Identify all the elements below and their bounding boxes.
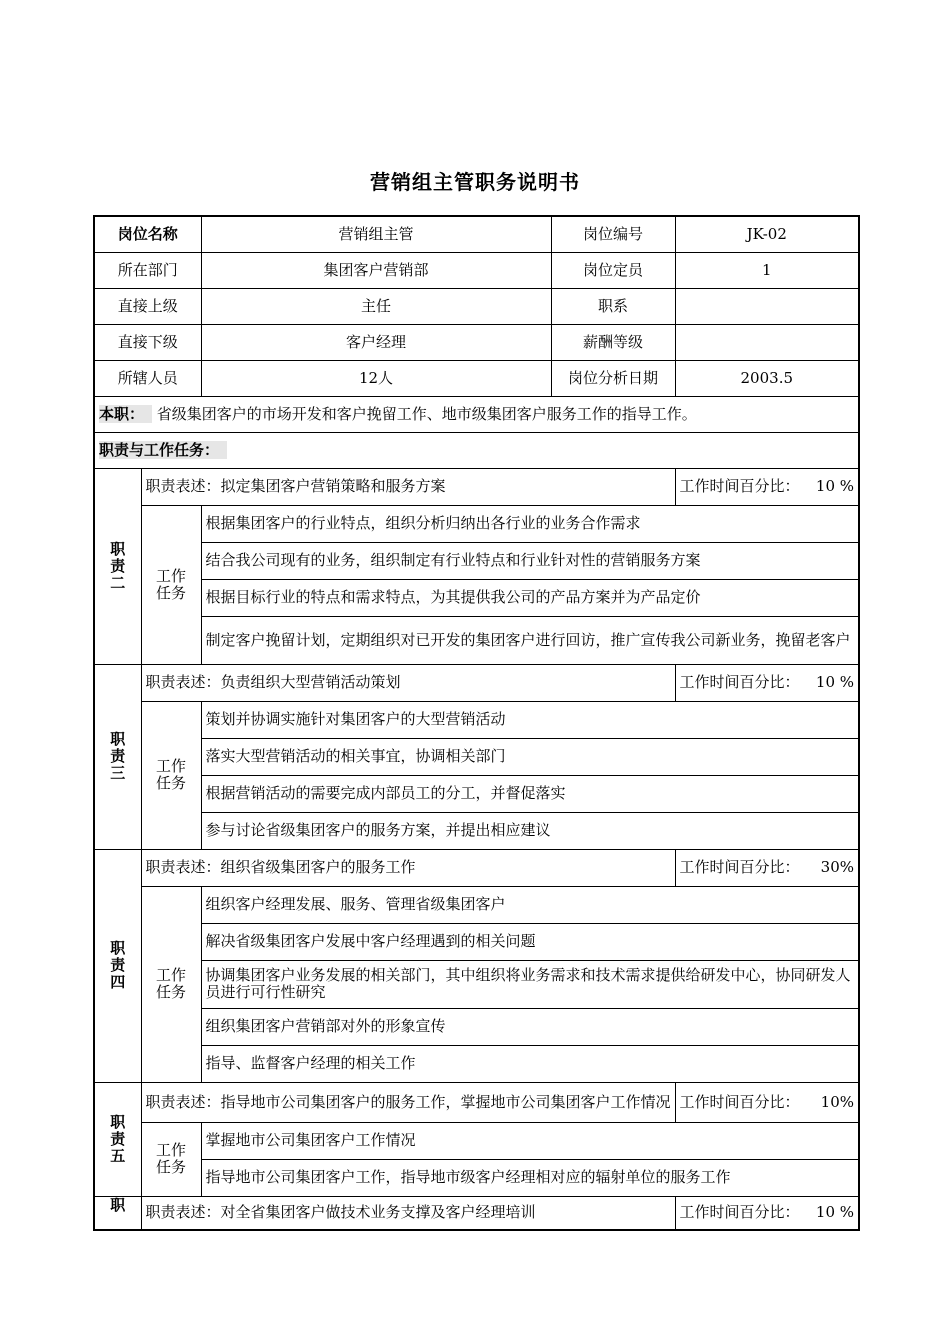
task-item: 落实大型营销活动的相关事宜，协调相关部门: [201, 738, 859, 775]
summary-cell: [94, 396, 859, 432]
info-row: [94, 324, 859, 360]
task-item: 根据营销活动的需要完成内部员工的分工，并督促落实: [201, 775, 859, 812]
info-value: 集团客户营销部: [201, 252, 551, 288]
task-item: 掌握地市公司集团客户工作情况: [201, 1122, 859, 1159]
duty-desc-row: [94, 1082, 859, 1122]
task-row: [94, 579, 859, 616]
duty-desc-row: [94, 849, 859, 886]
time-percentage-label: 工作时间百分比：: [679, 1092, 800, 1111]
duty-description: 职责表述：指导地市公司集团客户的服务工作，掌握地市公司集团客户工作情况: [141, 1082, 675, 1122]
info-label: 岗位编号: [551, 216, 675, 252]
info-label: 薪酬等级: [551, 324, 675, 360]
task-label: [141, 505, 201, 664]
task-label: [141, 1122, 201, 1196]
duty-label-char: 四: [110, 973, 126, 991]
time-percentage-value: 10 %: [815, 1203, 855, 1222]
task-label-line: 任务: [156, 983, 187, 1001]
task-row: [94, 738, 859, 775]
info-value: [675, 324, 859, 360]
time-percentage-label: 工作时间百分比：: [679, 1203, 800, 1222]
info-row: [94, 360, 859, 396]
info-value: [675, 288, 859, 324]
duty-description: 职责表述：对全省集团客户做技术业务支撑及客户经理培训: [141, 1196, 675, 1230]
duty-label-char: 责: [110, 956, 126, 974]
duty-label-char: 职: [110, 939, 126, 957]
task-label-line: 任务: [156, 583, 187, 602]
task-row: [94, 505, 859, 542]
time-percentage-value: 10 %: [815, 477, 855, 495]
task-label-line: 工作: [156, 757, 187, 775]
duties-header-cell: [94, 432, 859, 468]
duty-label: [94, 1196, 141, 1230]
task-row: [94, 886, 859, 923]
task-row: [94, 1122, 859, 1159]
task-item: 组织客户经理发展、服务、管理省级集团客户: [201, 886, 859, 923]
duty-label: [94, 664, 141, 849]
info-label: 岗位定员: [551, 252, 675, 288]
time-percentage-value: 30%: [820, 858, 855, 876]
job-description-table: [93, 215, 860, 1231]
summary-label: 本职：: [99, 405, 152, 423]
duty-label-char: 职: [110, 1112, 126, 1131]
duty-description: 职责表述：负责组织大型营销活动策划: [141, 664, 675, 701]
duty-label-char: 三: [110, 764, 126, 782]
task-item: 协调集团客户业务发展的相关部门，其中组织将业务需求和技术需求提供给研发中心，协同研发人员进行可行性研究: [201, 960, 859, 1008]
duty-label-char: 职: [110, 1196, 126, 1214]
task-item: 参与讨论省级集团客户的服务方案，并提出相应建议: [201, 812, 859, 849]
task-row: [94, 775, 859, 812]
time-percentage-label: 工作时间百分比：: [679, 858, 800, 876]
task-row: [94, 1008, 859, 1045]
info-label: 所在部门: [94, 252, 201, 288]
task-item: 根据集团客户的行业特点，组织分析归纳出各行业的业务合作需求: [201, 505, 859, 542]
task-row: [94, 616, 859, 664]
time-percentage-label: 工作时间百分比：: [679, 673, 800, 691]
time-percentage: [675, 849, 859, 886]
task-label: [141, 886, 201, 1082]
duty-label: [94, 849, 141, 1082]
task-label-line: 工作: [156, 566, 187, 585]
info-label: 岗位分析日期: [551, 360, 675, 396]
info-label: 所辖人员: [94, 360, 201, 396]
time-percentage-value: 10 %: [815, 673, 855, 691]
task-item: 指导、监督客户经理的相关工作: [201, 1045, 859, 1082]
task-row: [94, 1045, 859, 1082]
task-label: [141, 701, 201, 849]
duty-label-char: 责: [110, 1129, 126, 1148]
task-item: 制定客户挽留计划，定期组织对已开发的集团客户进行回访，推广宣传我公司新业务，挽留老客户: [201, 616, 859, 664]
task-row: [94, 542, 859, 579]
summary-text: 省级集团客户的市场开发和客户挽留工作、地市级集团客户服务工作的指导工作。: [156, 404, 697, 423]
duty-desc-row: [94, 1196, 859, 1230]
duty-label: [94, 468, 141, 664]
info-value: JK-02: [675, 216, 859, 252]
task-item: 组织集团客户营销部对外的形象宣传: [201, 1008, 859, 1045]
duty-label-char: 责: [110, 556, 126, 575]
task-row: [94, 701, 859, 738]
task-row: [94, 960, 859, 1008]
time-percentage: [675, 468, 859, 505]
time-percentage: [675, 1196, 859, 1230]
info-row: [94, 288, 859, 324]
info-value: 1: [675, 252, 859, 288]
duty-label-char: 责: [110, 747, 126, 765]
time-percentage: [675, 664, 859, 701]
task-item: 根据目标行业的特点和需求特点，为其提供我公司的产品方案并为产品定价: [201, 579, 859, 616]
duty-description: 职责表述：组织省级集团客户的服务工作: [141, 849, 675, 886]
duty-description: 职责表述：拟定集团客户营销策略和服务方案: [141, 468, 675, 505]
duties-header-row: [94, 432, 859, 468]
duty-label-char: 职: [110, 539, 126, 558]
info-label: 职系: [551, 288, 675, 324]
task-item: 指导地市公司集团客户工作，指导地市级客户经理相对应的辐射单位的服务工作: [201, 1159, 859, 1196]
time-percentage-label: 工作时间百分比：: [679, 477, 800, 495]
info-row: [94, 216, 859, 252]
info-row: [94, 252, 859, 288]
task-label-line: 任务: [156, 1158, 187, 1176]
info-value: 12人: [201, 360, 551, 396]
duty-label-char: 职: [110, 730, 126, 748]
info-value: 主任: [201, 288, 551, 324]
duties-header: 职责与工作任务：: [99, 441, 227, 459]
task-row: [94, 923, 859, 960]
duty-label-char: 五: [110, 1146, 126, 1165]
duty-desc-row: [94, 664, 859, 701]
summary-row: [94, 396, 859, 432]
document-title: 营销组主管职务说明书: [370, 170, 580, 194]
time-percentage-value: 10%: [820, 1092, 855, 1111]
time-percentage: [675, 1082, 859, 1122]
task-row: [94, 1159, 859, 1196]
task-item: 解决省级集团客户发展中客户经理遇到的相关问题: [201, 923, 859, 960]
info-label: 岗位名称: [94, 216, 201, 252]
task-label-line: 工作: [156, 1141, 187, 1159]
info-label: 直接下级: [94, 324, 201, 360]
duty-desc-row: [94, 468, 859, 505]
info-value: 营销组主管: [201, 216, 551, 252]
info-label: 直接上级: [94, 288, 201, 324]
task-item: 策划并协调实施针对集团客户的大型营销活动: [201, 701, 859, 738]
info-value: 客户经理: [201, 324, 551, 360]
task-item: 结合我公司现有的业务，组织制定有行业特点和行业针对性的营销服务方案: [201, 542, 859, 579]
task-row: [94, 812, 859, 849]
duty-label: [94, 1082, 141, 1196]
task-label-line: 任务: [156, 774, 187, 792]
info-value: 2003.5: [675, 360, 859, 396]
task-label-line: 工作: [156, 966, 187, 984]
duty-label-char: 二: [110, 573, 126, 592]
